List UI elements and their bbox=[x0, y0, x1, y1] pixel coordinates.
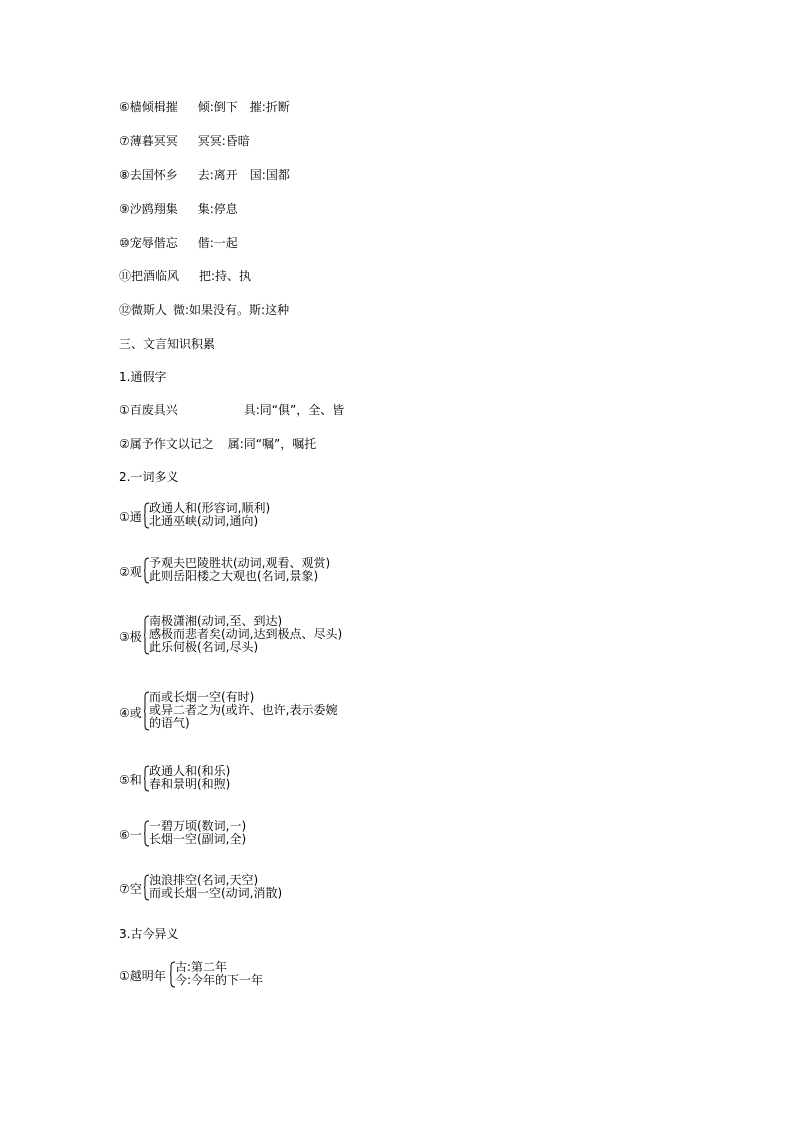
group-items bbox=[175, 961, 263, 987]
sense-item: 今:今年的下一年 bbox=[175, 973, 264, 987]
vocab-line bbox=[119, 235, 238, 251]
tongjia-gloss: 属:同“嘱”，嘱托 bbox=[227, 437, 317, 451]
vocab-gloss: 把:持、执 bbox=[199, 269, 252, 283]
vocab-word: ⑫微斯人 bbox=[119, 303, 168, 317]
vocab-line bbox=[119, 167, 290, 183]
tongjia-gloss: 具:同“俱”，全、皆 bbox=[243, 403, 345, 417]
sense-item: 长烟一空(副词,全) bbox=[149, 832, 247, 846]
vocab-gloss: 集:停息 bbox=[197, 202, 238, 216]
sense-item: 南极潇湘(动词,至、到达) bbox=[149, 614, 283, 628]
vocab-gloss: 冥冥:昏暗 bbox=[197, 134, 250, 148]
section-title: 三、文言知识积累 bbox=[119, 337, 216, 351]
tongjia-word: ①百废具兴 bbox=[119, 403, 178, 417]
group-head: ①越明年 bbox=[119, 969, 166, 983]
tongjia-line bbox=[119, 402, 344, 418]
group-head: ①通 bbox=[119, 510, 142, 524]
group-items bbox=[149, 691, 338, 730]
tongjia-line bbox=[119, 436, 316, 452]
vocab-line bbox=[119, 133, 250, 149]
subsection-heading: 3.古今异义 bbox=[119, 927, 179, 941]
vocab-word: ⑦薄暮冥冥 bbox=[119, 134, 178, 148]
vocab-line bbox=[119, 268, 251, 284]
vocab-word: ⑨沙鸥翔集 bbox=[119, 202, 178, 216]
sense-item: 政通人和(和乐) bbox=[149, 764, 231, 778]
group-head: ⑦空 bbox=[119, 882, 142, 896]
group-items bbox=[149, 557, 330, 583]
sense-item: 感极而悲者矣(动词,达到极点、尽头) bbox=[149, 627, 343, 641]
sense-item: 春和景明(和煦) bbox=[149, 777, 231, 791]
sense-item: 而或长烟一空(动词,消散) bbox=[149, 886, 283, 900]
sense-item: 的语气) bbox=[149, 716, 190, 730]
group-items bbox=[149, 615, 342, 654]
sense-item: 此则岳阳楼之大观也(名词,景象) bbox=[149, 569, 319, 583]
sense-item: 政通人和(形容词,顺利) bbox=[149, 501, 271, 515]
sense-item: 古:第二年 bbox=[175, 960, 228, 974]
sense-item: 予观夫巴陵胜状(动词,观看、观赏) bbox=[149, 556, 331, 570]
vocab-line bbox=[119, 302, 289, 318]
group-head: ④或 bbox=[119, 706, 142, 720]
group-head: ②观 bbox=[119, 565, 142, 579]
group-head: ③极 bbox=[119, 630, 142, 644]
subsection-heading: 2.一词多义 bbox=[119, 470, 179, 484]
vocab-gloss: 偕:一起 bbox=[197, 236, 238, 250]
vocab-line bbox=[119, 99, 290, 115]
sense-item: 或异二者之为(或许、也许,表示委婉 bbox=[149, 703, 338, 717]
vocab-word: ⑥樯倾楫摧 bbox=[119, 100, 178, 114]
sense-item: 此乐何极(名词,尽头) bbox=[149, 640, 259, 654]
sense-item: 浊浪排空(名词,天空) bbox=[149, 873, 259, 887]
group-items bbox=[149, 765, 230, 791]
subsection-heading: 1.通假字 bbox=[119, 370, 167, 384]
vocab-gloss: 倾:倒下 摧:折断 bbox=[197, 100, 290, 114]
vocab-gloss: 微:如果没有。斯:这种 bbox=[173, 303, 290, 317]
sense-item: 而或长烟一空(有时) bbox=[149, 690, 255, 704]
vocab-line bbox=[119, 201, 238, 217]
vocab-gloss: 去:离开 国:国都 bbox=[197, 168, 290, 182]
sense-item: 北通巫峡(动词,通向) bbox=[149, 514, 259, 528]
vocab-word: ⑪把酒临风 bbox=[119, 269, 180, 283]
group-items bbox=[149, 820, 246, 846]
tongjia-word: ②属予作文以记之 bbox=[119, 437, 214, 451]
group-head: ⑤和 bbox=[119, 773, 142, 787]
group-items bbox=[149, 502, 270, 528]
group-items bbox=[149, 874, 282, 900]
sense-item: 一碧万顷(数词,一) bbox=[149, 819, 247, 833]
vocab-word: ⑧去国怀乡 bbox=[119, 168, 178, 182]
vocab-word: ⑩宠辱偕忘 bbox=[119, 236, 178, 250]
group-head: ⑥一 bbox=[119, 828, 142, 842]
